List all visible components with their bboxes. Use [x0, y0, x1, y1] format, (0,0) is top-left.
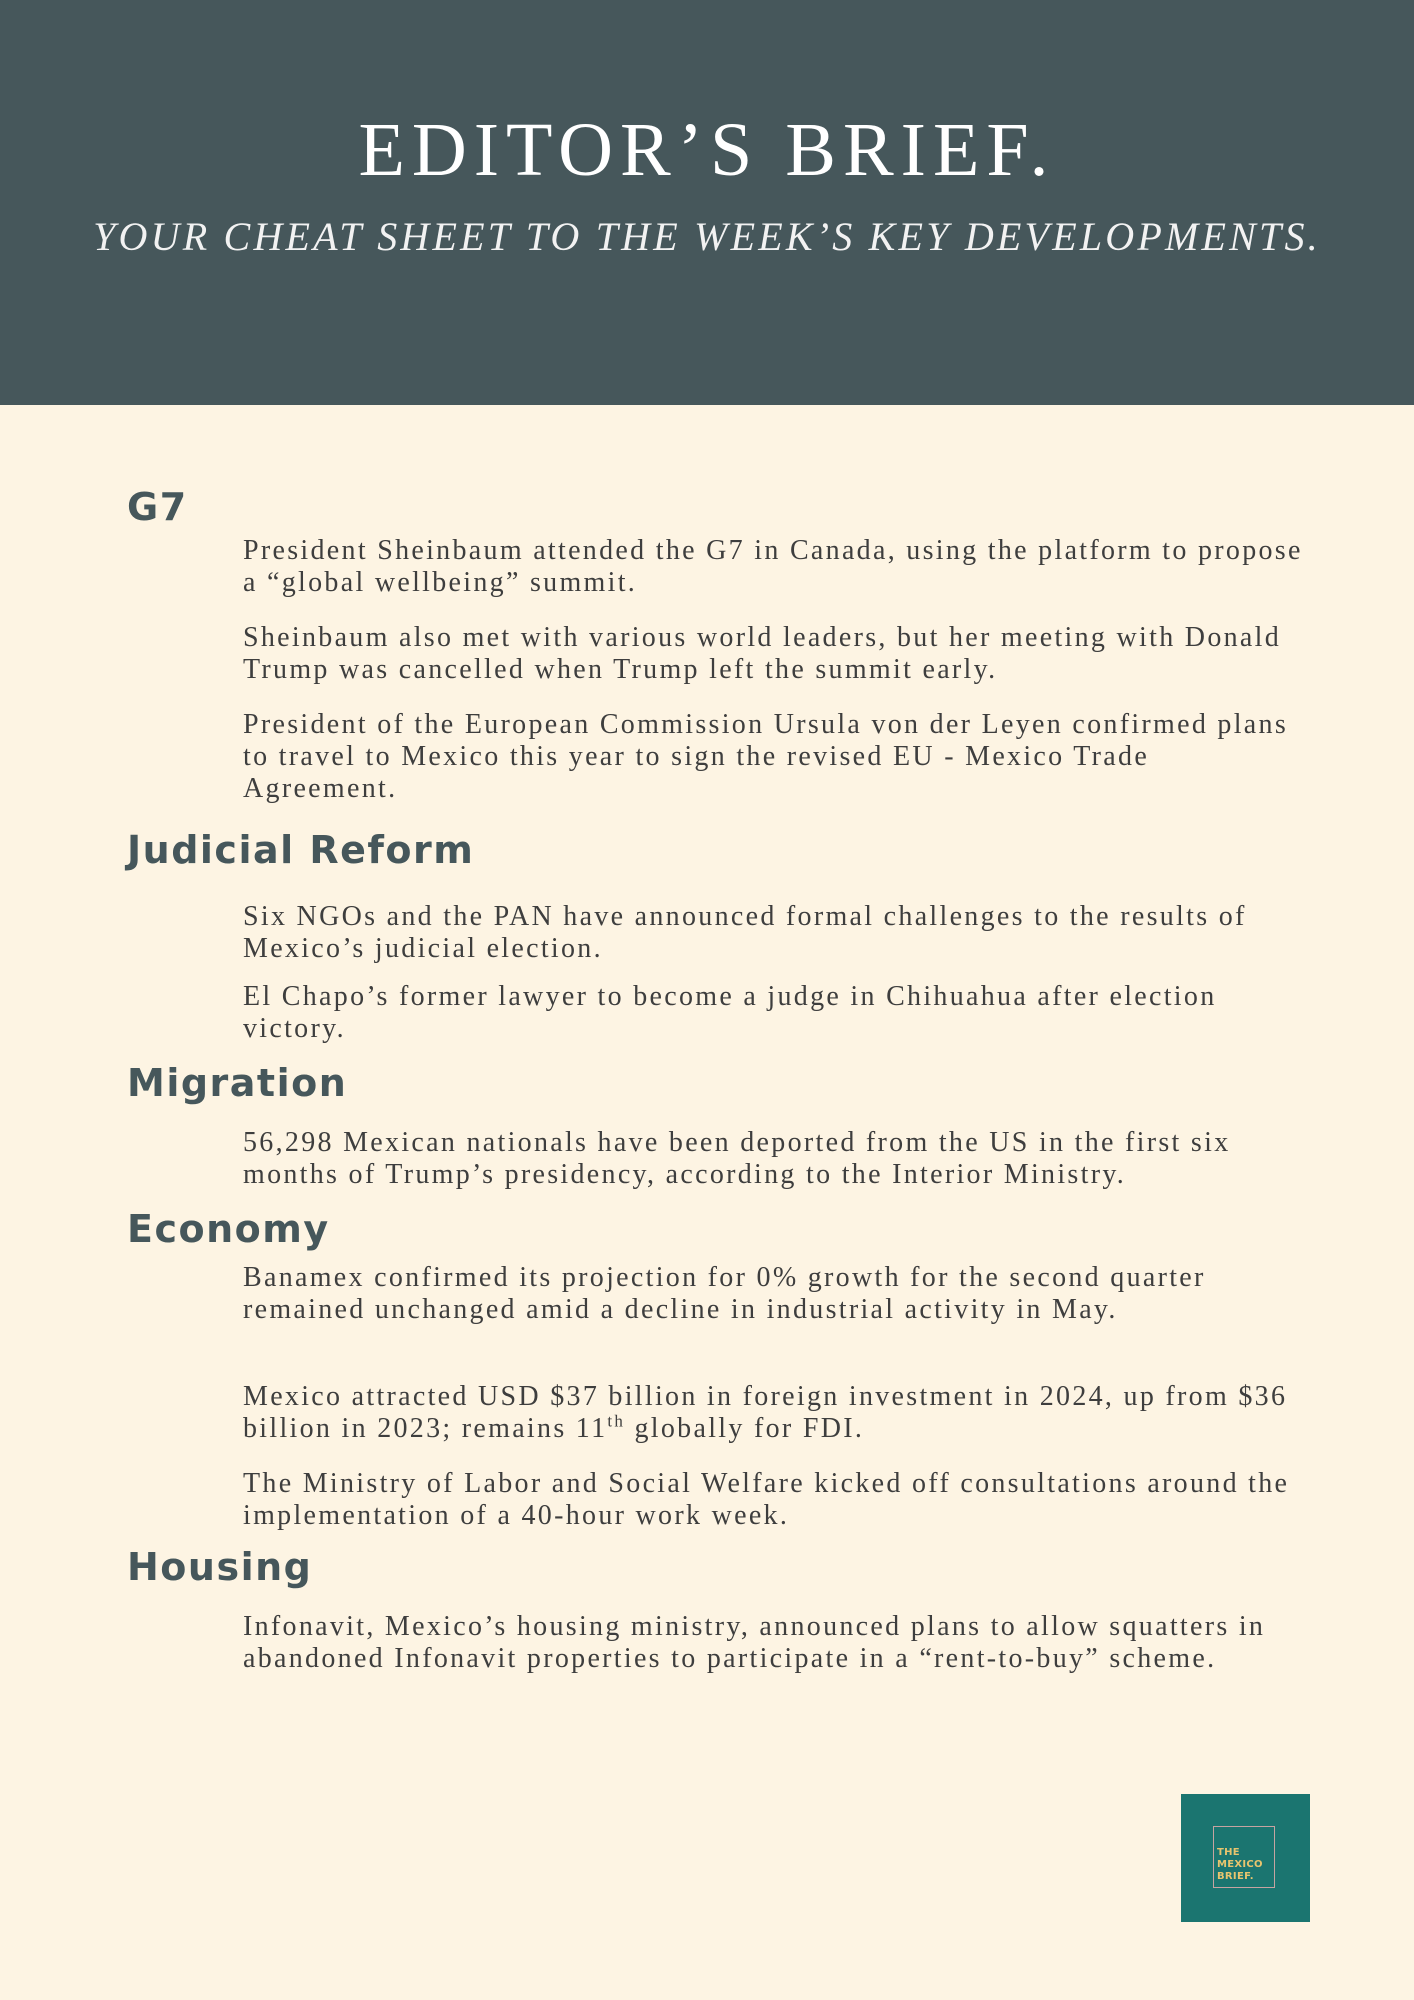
header-banner — [0, 0, 1414, 405]
mexico-brief-logo — [1181, 1794, 1310, 1922]
logo-line: THE — [1217, 1847, 1240, 1858]
section-heading-g7: G7 — [127, 485, 188, 529]
economy-item-2-text: Mexico attracted USD $37 billion in foreign investment in 2024, up from $36 billion in 2023; remains 11 — [243, 1381, 1288, 1444]
logo-line: BRIEF. — [1217, 1871, 1254, 1882]
ordinal-suffix: th — [607, 1411, 626, 1431]
page-subtitle: YOUR CHEAT SHEET TO THE WEEK’S KEY DEVELOPMENTS. — [93, 214, 1321, 259]
housing-item-1: Infonavit, Mexico’s housing ministry, announced plans to allow squatters in abandoned Infonavit properties to participate in a “rent-to-buy” scheme. — [243, 1611, 1266, 1674]
economy-item-1: Banamex confirmed its projection for 0% growth for the second quarter remained unchanged amid a decline in industrial activity in May. — [243, 1262, 1206, 1325]
migration-item-1: 56,298 Mexican nationals have been deported from the US in the first six months of Trump’s presidency, according to the Interior Ministry. — [243, 1127, 1231, 1190]
logo-line: MEXICO — [1217, 1859, 1263, 1870]
economy-item-2-text-end: globally for FDI. — [625, 1413, 865, 1444]
economy-item-3: The Ministry of Labor and Social Welfare kicked off consultations around the implementation of a 40-hour work week. — [243, 1468, 1290, 1531]
section-heading-housing: Housing — [127, 1545, 313, 1589]
section-heading-migration: Migration — [127, 1061, 348, 1105]
g7-item-3: President of the European Commission Ursula von der Leyen confirmed plans to travel to Mexico this year to sign the revised EU - Mexico Trade Agreement. — [243, 709, 1289, 804]
page-title: EDITOR’S BRIEF. — [358, 108, 1056, 192]
g7-item-1: President Sheinbaum attended the G7 in Canada, using the platform to propose a “global wellbeing” summit. — [243, 535, 1303, 598]
section-heading-economy: Economy — [127, 1207, 330, 1251]
section-heading-judicial-reform: Judicial Reform — [127, 828, 475, 872]
logo-wordmark — [1217, 1847, 1263, 1883]
judicial-item-1: Six NGOs and the PAN have announced formal challenges to the results of Mexico’s judicial election. — [243, 901, 1247, 964]
judicial-item-2: El Chapo’s former lawyer to become a judge in Chihuahua after election victory. — [243, 981, 1217, 1044]
g7-item-2: Sheinbaum also met with various world leaders, but her meeting with Donald Trump was cancelled when Trump left the summit early. — [243, 622, 1282, 685]
economy-item-2 — [243, 1381, 1303, 1445]
